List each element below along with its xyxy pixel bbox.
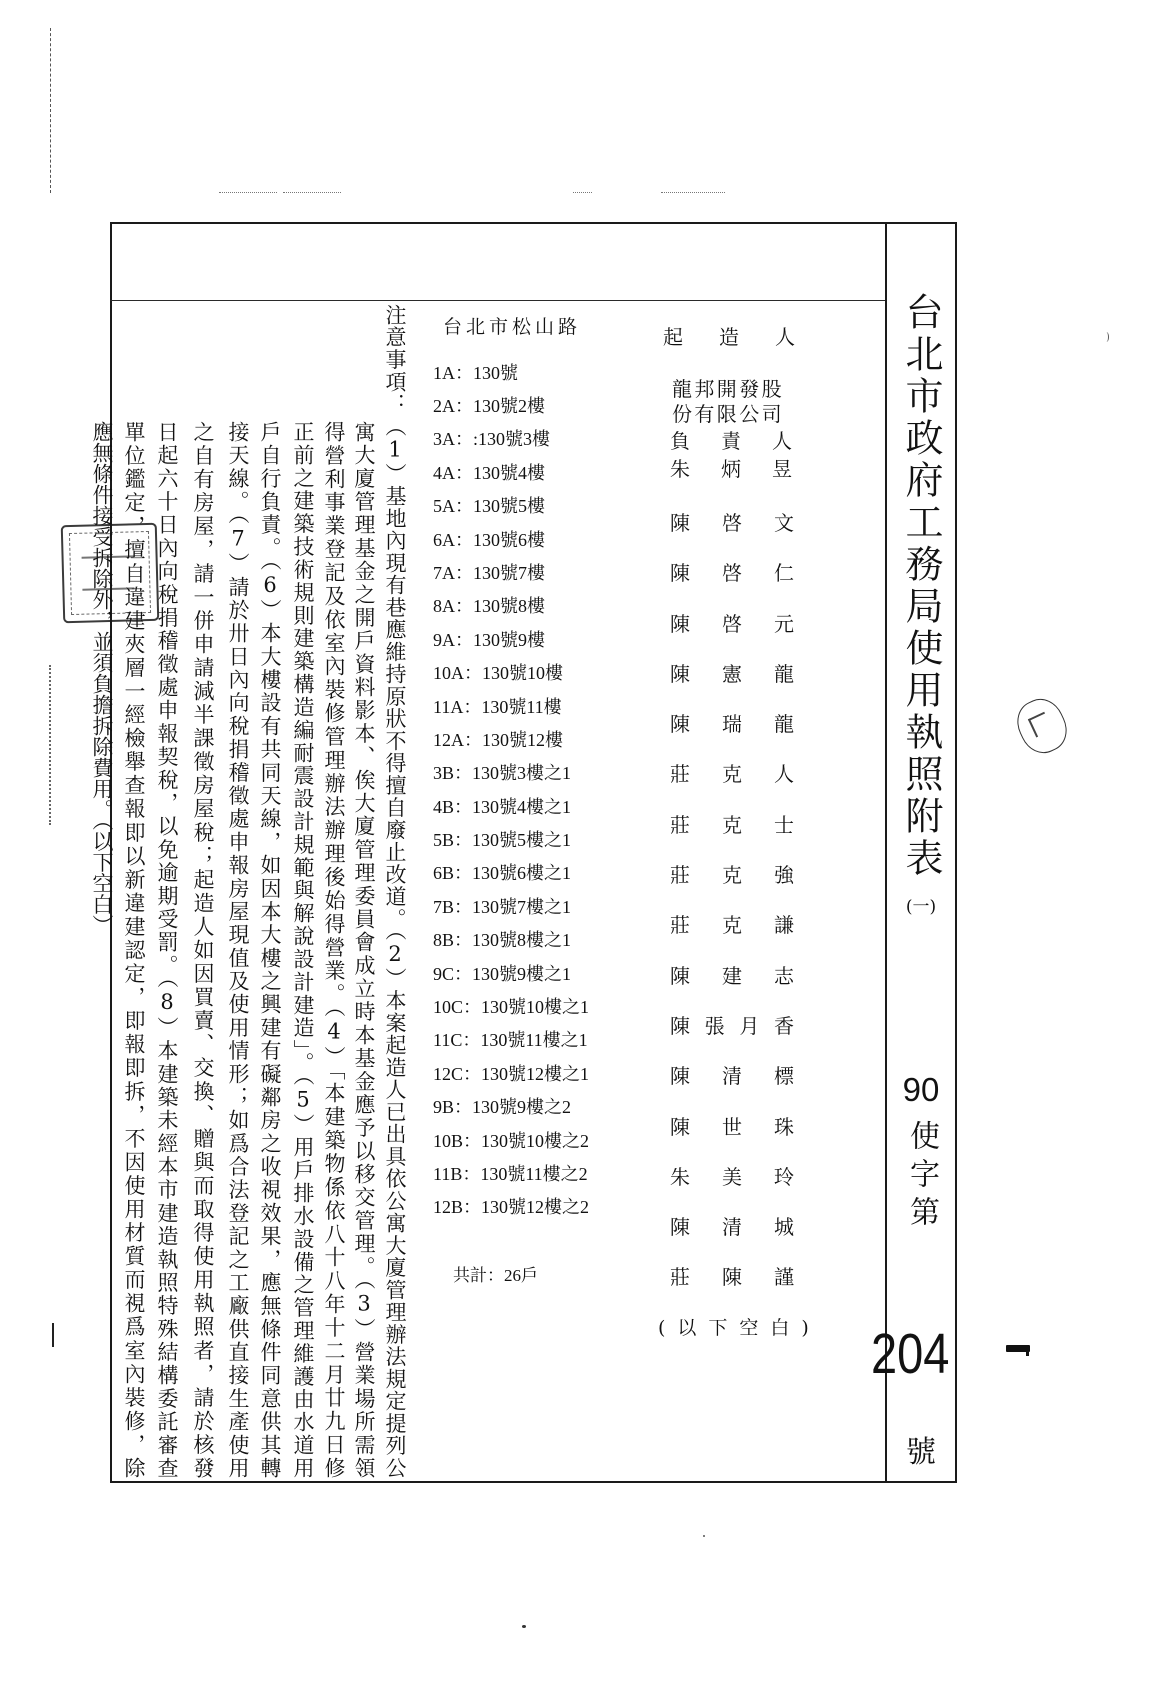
list-item: 11B：130號11樓之2	[433, 1163, 588, 1184]
scan-artifact	[1104, 332, 1109, 342]
scan-artifact	[661, 192, 725, 193]
license-number: 204	[871, 1321, 950, 1386]
notes-column-6: 接天線。（7）請於卅日內向稅捐稽徵處申報房屋現值及使用情形；如爲合法登記之工廠供直接生產使用	[226, 421, 250, 1478]
list-item: 朱美玲	[670, 1164, 794, 1189]
list-item: 8A：130號8樓	[433, 596, 545, 617]
list-item: 莊陳謹	[670, 1265, 794, 1290]
list-item: 12B：130號12樓之2	[433, 1197, 590, 1218]
margin-seal	[1010, 692, 1075, 760]
notes-column-10: 應無條件接受拆除外，並須負擔拆除費用。（以下空白）	[90, 421, 114, 936]
list-item: 莊克謙	[670, 913, 794, 938]
list-item: 莊克人	[670, 762, 794, 787]
license-word: 使字第	[904, 1120, 939, 1234]
scan-artifact	[52, 1323, 54, 1347]
title-column-divider	[885, 222, 887, 1483]
list-item: 10A：130號10樓	[433, 663, 563, 684]
applicant-header: 起造人	[663, 325, 795, 349]
list-item: 12C：130號12樓之1	[433, 1063, 590, 1084]
notes-column-1: 注意事項：（1）基地內現有巷應維持原狀不得擅自廢止改道。（2）本案起造人已出具依公寓大廈管理辦法規定提列公	[383, 304, 407, 1478]
list-item: 陳憲龍	[670, 661, 794, 686]
list-item: 陳清城	[670, 1215, 794, 1240]
list-item: 5B：130號5樓之1	[433, 830, 572, 851]
notes-column-5: 戶自行負責。（6）本大樓設有共同天線，如因本大樓之興建有礙鄰房之收視效果，應無條件同意供其轉	[258, 421, 282, 1478]
list-item: 4B：130號4樓之1	[433, 796, 572, 817]
list-item: 陳建志	[670, 963, 794, 988]
list-item: 9C：130號9樓之1	[433, 963, 572, 984]
license-year: 90	[902, 1071, 940, 1108]
scan-artifact	[522, 1625, 526, 1628]
list-item: 11C：130號11樓之1	[433, 1030, 588, 1051]
list-item: 陳清標	[670, 1064, 794, 1089]
notes-column-3: 得營利事業登記及依室內裝修管理辦法辦理後始得營業。（4）「本建築物係依八十八年十二月廿九日修	[322, 421, 346, 1478]
list-item: 7A：130號7樓	[433, 562, 545, 583]
unit-address-list	[433, 357, 648, 1225]
scan-artifact	[703, 1535, 705, 1537]
list-item: 10C：130號10樓之1	[433, 997, 590, 1018]
scan-artifact	[573, 192, 592, 193]
unit-total: 共計：26戶	[453, 1266, 538, 1285]
list-item: 陳啓仁	[670, 561, 794, 586]
list-item: 12A：130號12樓	[433, 729, 563, 750]
applicant-name-list	[670, 498, 794, 1303]
list-item: 莊克士	[670, 812, 794, 837]
list-item: 陳啓文	[670, 511, 794, 535]
list-item: 3B：130號3樓之1	[433, 763, 572, 784]
list-item: 9B：130號9樓之2	[433, 1097, 572, 1118]
list-item: 2A：130號2樓	[433, 395, 545, 416]
notes-column-7: 之自有房屋，請一併申請減半課徵房屋稅；起造人如因買賣、交換、贈與而取得使用執照者，請於核發	[191, 421, 215, 1478]
list-item: 陳張月香	[670, 1013, 794, 1038]
company-name-line-2: 份有限公司	[672, 402, 784, 426]
document-title: 台北市政府工務局使用執照附表	[899, 292, 943, 880]
list-item: 4A：130號4樓	[433, 462, 545, 483]
representative-name: 朱炳昱	[670, 457, 792, 481]
list-item: 5A：130號5樓	[433, 496, 545, 517]
license-unit: 號	[906, 1435, 936, 1470]
list-item: 9A：130號9樓	[433, 629, 545, 650]
list-item: 莊克強	[670, 863, 794, 888]
official-stamp	[61, 523, 160, 623]
list-item: 陳啓元	[670, 611, 794, 636]
list-item: 陳世珠	[670, 1114, 794, 1139]
scan-artifact	[219, 192, 277, 193]
list-item: 6B：130號6樓之1	[433, 863, 572, 884]
list-item: 1A：130號	[433, 362, 518, 383]
list-item: 陳瑞龍	[670, 712, 794, 737]
list-item: 8B：130號8樓之1	[433, 930, 572, 951]
notes-column-8: 日起六十日內向稅捐稽徵處申報契稅，以免逾期受罰。（8）本建築未經本市建造執照特殊結構委託審查	[155, 421, 179, 1478]
list-item: 7B：130號7樓之1	[433, 896, 572, 917]
scan-artifact	[49, 665, 52, 825]
notes-column-9: 單位鑑定，擅自違建夾層一經檢舉查報即以新違建認定，即報即拆，不因使用材質而視爲室內裝修，除	[122, 421, 146, 1478]
notes-column-4: 正前之建築技術規則建築構造編耐震設計規範與解說設計建造」。（5）用戶排水設備之管理維護由水道用	[291, 421, 315, 1478]
list-item: 11A：130號11樓	[433, 696, 562, 717]
header-row-rule	[110, 300, 885, 301]
address-street: 台北市松山路	[443, 316, 582, 338]
representative-header: 負責人	[670, 429, 792, 453]
ink-mark	[1006, 1345, 1030, 1352]
list-item: 3A：:130號3樓	[433, 429, 550, 450]
company-name-line-1: 龍邦開發股	[672, 377, 784, 401]
document-title-suffix: (一)	[905, 897, 937, 917]
list-item: 10B：130號10樓之2	[433, 1130, 590, 1151]
list-item: 6A：130號6樓	[433, 529, 545, 550]
notes-column-2: 寓大廈管理基金之開戶資料影本、俟大廈管理委員會成立時本基金應予以移交管理。（3）營業場所需領	[352, 421, 376, 1478]
applicant-list-end-note: (以下空白)	[658, 1317, 821, 1339]
scan-artifact	[50, 28, 52, 193]
scan-artifact	[283, 192, 341, 193]
